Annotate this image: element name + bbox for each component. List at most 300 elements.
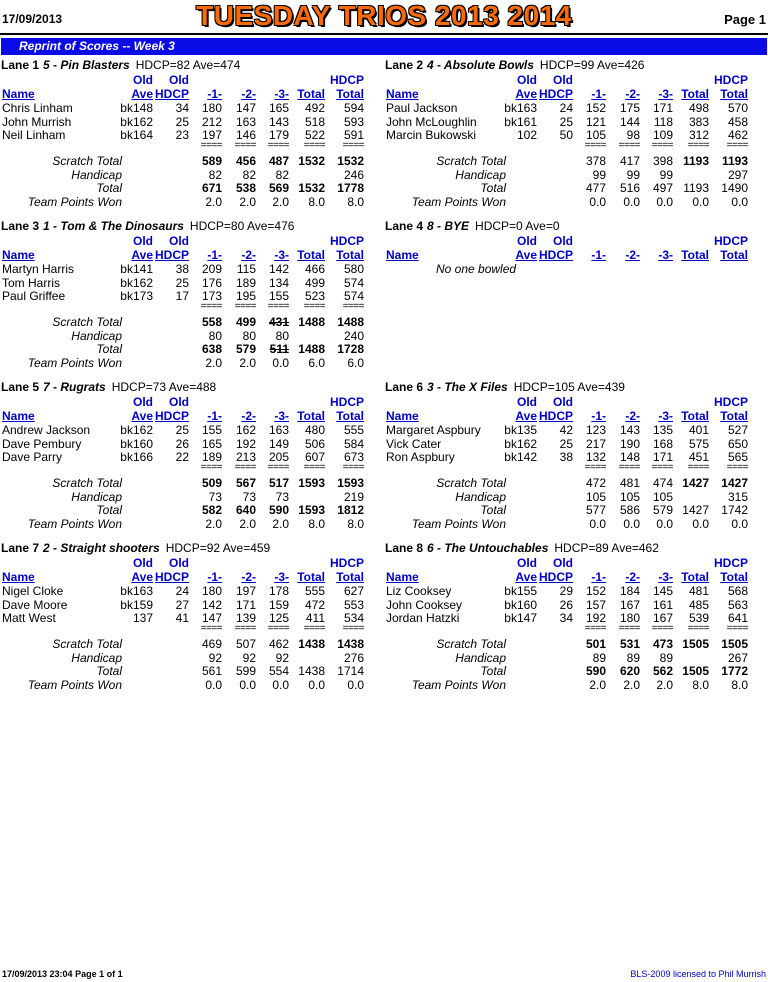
scratch-total-value: 1532	[298, 154, 325, 168]
player-handicap: 23	[175, 128, 189, 142]
handicap-label: Handicap	[455, 167, 506, 182]
col-hdcp-total: Total	[720, 248, 748, 262]
player-total: 539	[688, 611, 709, 625]
scratch-total-value: 1438	[298, 637, 325, 651]
scratch-total-value: 531	[619, 637, 640, 651]
col-hdcp: HDCP	[154, 570, 189, 584]
team-total-value: 599	[235, 664, 256, 678]
separator: ====	[651, 623, 673, 634]
player-average: bk142	[504, 450, 537, 464]
col-total: Total	[297, 409, 325, 423]
player-game-3: 168	[652, 436, 673, 451]
separator: ====	[234, 301, 256, 312]
team-points-won-value: 2.0	[272, 517, 289, 531]
lane-number: Lane 1	[1, 58, 40, 72]
team-points-won-value: 0.0	[589, 517, 606, 531]
player-game-3: 149	[268, 436, 289, 451]
player-handicap: 25	[175, 114, 189, 129]
player-game-1: 155	[201, 423, 222, 437]
separator: ====	[618, 462, 640, 473]
player-game-1: 212	[201, 114, 222, 129]
team-points-won-value: 0.0	[623, 517, 640, 531]
player-game-2: 143	[619, 423, 640, 437]
player-total: 555	[304, 584, 325, 598]
separator: ====	[200, 623, 222, 634]
player-game-1: 192	[585, 611, 606, 625]
player-average: bk163	[504, 101, 537, 115]
player-game-1: 180	[201, 584, 222, 598]
player-handicap: 34	[175, 101, 189, 115]
team-handicap-info: HDCP=82 Ave=474	[135, 58, 241, 72]
col-old-hdcp: Old	[169, 234, 189, 248]
col-old-hdcp: Old	[169, 556, 189, 570]
player-handicap: 42	[559, 423, 573, 437]
separator: ====	[234, 623, 256, 634]
team-points-won-value: 0.0	[272, 678, 289, 692]
player-game-2: 175	[619, 101, 640, 115]
player-game-1: 165	[201, 436, 222, 451]
separator: ====	[584, 140, 606, 151]
player-average: bk161	[504, 114, 537, 129]
col-old-ave: Old	[133, 234, 153, 248]
separator: ====	[267, 301, 289, 312]
player-game-2: 115	[236, 262, 256, 276]
player-handicap: 26	[559, 597, 573, 612]
col-total: Total	[297, 570, 325, 584]
player-average: bk166	[120, 450, 153, 464]
col-total: Total	[681, 87, 709, 101]
player-total: 480	[304, 423, 325, 437]
col-total: Total	[681, 409, 709, 423]
col-ave: Ave	[515, 409, 537, 423]
player-game-3: 143	[268, 114, 289, 129]
player-average: 102	[516, 128, 537, 142]
handicap-value: 267	[727, 650, 748, 665]
player-game-3: 134	[268, 275, 289, 290]
player-game-2: 171	[235, 597, 256, 612]
scratch-total-value: 1505	[721, 637, 748, 651]
team-total-label: Total	[480, 503, 506, 517]
player-game-2: 189	[235, 275, 256, 290]
player-game-3: 145	[652, 584, 673, 598]
player-name: Chris Linham	[2, 101, 73, 115]
player-hdcp-total: 673	[343, 450, 364, 464]
separator: ====	[726, 623, 748, 634]
team-handicap-info: HDCP=99 Ave=426	[539, 58, 645, 72]
separator: ====	[200, 140, 222, 151]
scratch-total-value: 589	[201, 154, 222, 168]
player-game-3: 118	[653, 114, 673, 129]
player-game-2: 195	[235, 289, 256, 303]
col-hdcp-total-top: HDCP	[329, 556, 364, 570]
team-total-value: 590	[585, 664, 606, 678]
player-hdcp-total: 580	[343, 262, 364, 276]
player-game-2: 184	[619, 584, 640, 598]
player-handicap: 38	[175, 262, 189, 276]
col-hdcp-total: Total	[720, 87, 748, 101]
team-points-won-label: Team Points Won	[27, 517, 122, 531]
handicap-value: 276	[343, 650, 364, 665]
separator: ====	[267, 140, 289, 151]
team-total-value: 582	[201, 503, 222, 517]
report-date: 17/09/2013	[2, 12, 63, 26]
col-hdcp: HDCP	[154, 87, 189, 101]
scratch-total-value: 481	[619, 476, 640, 490]
player-name: Neil Linham	[2, 128, 66, 142]
player-game-2: 197	[235, 584, 256, 598]
team-total-value: 1778	[337, 181, 364, 195]
lane-title	[1, 219, 294, 233]
team-total-value: 1438	[298, 664, 325, 678]
player-handicap: 25	[175, 275, 189, 290]
team-points-won-value: 0.0	[731, 195, 748, 209]
col-game-3: -3-	[658, 87, 673, 101]
col-game-1: -1-	[591, 570, 606, 584]
col-game-1: -1-	[591, 87, 606, 101]
team-name: 4 - Absolute Bowls	[427, 58, 534, 72]
team-points-won-value: 2.0	[239, 517, 256, 531]
team-points-won-value: 8.0	[692, 678, 709, 692]
lane-title	[385, 380, 625, 394]
team-total-value: 579	[235, 342, 256, 356]
player-name: Jordan Hatzki	[386, 611, 460, 625]
col-old-ave: Old	[517, 73, 537, 87]
separator: ====	[267, 623, 289, 634]
player-total: 466	[304, 262, 325, 276]
player-hdcp-total: 565	[727, 450, 748, 464]
scratch-total-value: 398	[652, 154, 673, 168]
team-points-won-value: 0.0	[731, 517, 748, 531]
handicap-value: 297	[727, 167, 748, 182]
player-game-1: 123	[585, 423, 606, 437]
header-divider	[0, 33, 768, 35]
footer-timestamp: 17/09/2013 23:04 Page 1 of 1	[2, 969, 123, 979]
scratch-total-value: 474	[652, 476, 673, 490]
col-ave: Ave	[131, 248, 153, 262]
player-game-1: 147	[201, 611, 222, 625]
player-handicap: 27	[175, 597, 189, 612]
report-title: TUESDAY TRIOS 2013 2014	[196, 0, 572, 31]
player-average: bk160	[120, 436, 153, 451]
separator: ====	[200, 301, 222, 312]
handicap-value: 82	[242, 167, 256, 182]
col-game-2: -2-	[241, 570, 256, 584]
scratch-total-value: 378	[585, 154, 606, 168]
col-hdcp: HDCP	[538, 409, 573, 423]
player-game-2: 98	[626, 128, 640, 142]
col-game-1: -1-	[207, 87, 222, 101]
team-total-label: Total	[480, 664, 506, 678]
player-name: Martyn Harris	[2, 262, 75, 276]
player-handicap: 29	[559, 584, 573, 598]
team-total-value: 671	[201, 181, 222, 195]
player-average: bk163	[120, 584, 153, 598]
team-total-value: 586	[619, 503, 640, 517]
player-name: Tom Harris	[2, 275, 61, 290]
player-game-1: 209	[201, 262, 222, 276]
lane-block	[0, 380, 383, 540]
team-total-value: 516	[619, 181, 640, 195]
handicap-value: 240	[343, 328, 364, 343]
scratch-total-label: Scratch Total	[52, 315, 122, 329]
player-handicap: 26	[175, 436, 189, 451]
col-total: Total	[681, 248, 709, 262]
separator: ====	[651, 462, 673, 473]
lane-block	[0, 58, 383, 218]
scratch-total-value: 472	[585, 476, 606, 490]
team-total-label: Total	[96, 664, 122, 678]
player-handicap: 25	[559, 114, 573, 129]
scratch-total-label: Scratch Total	[52, 637, 122, 651]
player-game-3: 142	[268, 262, 289, 276]
player-hdcp-total: 570	[727, 101, 748, 115]
player-game-1: 189	[201, 450, 222, 464]
separator: ====	[303, 140, 325, 151]
scratch-total-value: 1488	[298, 315, 325, 329]
player-total: 518	[304, 114, 325, 129]
scratch-total-value: 1593	[298, 476, 325, 490]
team-handicap-info: HDCP=105 Ave=439	[513, 380, 625, 394]
separator: ====	[234, 140, 256, 151]
player-game-1: 121	[585, 114, 606, 129]
player-game-2: 139	[235, 611, 256, 625]
team-total-value: 1505	[682, 664, 709, 678]
team-points-won-value: 2.0	[589, 678, 606, 692]
player-handicap: 41	[175, 611, 189, 625]
col-game-1: -1-	[591, 409, 606, 423]
player-game-3: 179	[268, 128, 289, 142]
col-hdcp-total: Total	[720, 570, 748, 584]
lane-block	[384, 219, 767, 379]
team-total-value: 1772	[721, 664, 748, 678]
team-points-won-value: 0.0	[347, 678, 364, 692]
col-old-hdcp: Old	[169, 73, 189, 87]
col-ave: Ave	[515, 248, 537, 262]
team-total-value: 1193	[683, 181, 709, 195]
player-total: 451	[688, 450, 709, 464]
player-total: 575	[688, 436, 709, 451]
team-name: 5 - Pin Blasters	[43, 58, 130, 72]
col-hdcp: HDCP	[538, 248, 573, 262]
team-points-won-value: 2.0	[656, 678, 673, 692]
player-name: Nigel Cloke	[2, 584, 64, 598]
player-game-2: 190	[619, 436, 640, 451]
col-hdcp-total-top: HDCP	[329, 234, 364, 248]
player-name: Margaret Aspbury	[386, 423, 481, 437]
handicap-value: 73	[275, 489, 289, 504]
player-game-3: 159	[268, 597, 289, 612]
col-hdcp-total: Total	[336, 87, 364, 101]
player-game-1: 180	[201, 101, 222, 115]
separator: ====	[303, 301, 325, 312]
team-name: 2 - Straight shooters	[43, 541, 160, 555]
team-points-won-value: 0.0	[692, 517, 709, 531]
lane-block	[384, 380, 767, 540]
team-total-value: 1490	[721, 181, 748, 195]
col-game-2: -2-	[241, 409, 256, 423]
player-total: 607	[304, 450, 325, 464]
player-name: Paul Jackson	[386, 101, 458, 115]
handicap-value: 80	[208, 328, 222, 343]
team-handicap-info: HDCP=92 Ave=459	[165, 541, 271, 555]
player-game-1: 217	[585, 436, 606, 451]
player-game-2: 162	[235, 423, 256, 437]
team-points-won-value: 0.0	[239, 678, 256, 692]
team-points-won-value: 0.0	[692, 195, 709, 209]
team-name: 3 - The X Files	[427, 380, 508, 394]
col-game-3: -3-	[658, 248, 673, 262]
player-name: Vick Cater	[386, 436, 442, 451]
lane-number: Lane 3	[1, 219, 40, 233]
lane-number: Lane 4	[385, 219, 424, 233]
lane-title	[385, 541, 659, 555]
col-hdcp: HDCP	[538, 570, 573, 584]
player-average: bk159	[120, 597, 153, 612]
col-old-hdcp: Old	[553, 73, 573, 87]
scratch-total-label: Scratch Total	[52, 476, 122, 490]
separator: ====	[342, 301, 364, 312]
team-points-won-value: 0.0	[589, 195, 606, 209]
lane-number: Lane 5	[1, 380, 40, 394]
team-total-value: 554	[268, 664, 289, 678]
col-old-ave: Old	[517, 556, 537, 570]
col-game-2: -2-	[241, 87, 256, 101]
col-game-3: -3-	[274, 570, 289, 584]
player-game-1: 142	[201, 597, 222, 612]
team-total-value: 477	[585, 181, 606, 195]
player-average: bk141	[120, 262, 153, 276]
scratch-total-value: 1532	[337, 154, 364, 168]
scratch-total-label: Scratch Total	[436, 476, 506, 490]
lane-block	[0, 219, 383, 379]
col-hdcp-total-top: HDCP	[713, 556, 748, 570]
player-hdcp-total: 594	[343, 101, 364, 115]
col-game-2: -2-	[625, 87, 640, 101]
col-hdcp-total: Total	[336, 248, 364, 262]
player-hdcp-total: 584	[343, 436, 364, 451]
col-name: Name	[2, 570, 35, 584]
col-name: Name	[2, 409, 35, 423]
team-points-won-label: Team Points Won	[27, 195, 122, 209]
scratch-total-value: 456	[235, 154, 256, 168]
col-name: Name	[2, 87, 35, 101]
player-game-1: 152	[585, 584, 606, 598]
team-total-value: 569	[268, 181, 289, 195]
player-total: 506	[304, 436, 325, 451]
scratch-total-value: 558	[201, 315, 222, 329]
player-hdcp-total: 563	[727, 597, 748, 612]
player-handicap: 24	[559, 101, 573, 115]
player-hdcp-total: 650	[727, 436, 748, 451]
player-average: bk162	[120, 114, 153, 129]
lane-title	[385, 219, 560, 233]
player-game-1: 132	[585, 450, 606, 464]
separator: ====	[651, 140, 673, 151]
scratch-total-value: 1593	[337, 476, 364, 490]
team-points-won-value: 2.0	[205, 195, 222, 209]
handicap-label: Handicap	[71, 167, 122, 182]
separator: ====	[342, 623, 364, 634]
player-average: bk162	[120, 423, 153, 437]
player-total: 523	[304, 289, 325, 303]
player-game-2: 167	[619, 597, 640, 612]
scratch-total-value: 417	[619, 154, 640, 168]
player-average: 137	[132, 611, 153, 625]
handicap-value: 89	[626, 650, 640, 665]
separator: ====	[687, 140, 709, 151]
handicap-value: 92	[242, 650, 256, 665]
scratch-total-value: 473	[652, 637, 673, 651]
separator: ====	[200, 462, 222, 473]
scratch-total-value: 509	[201, 476, 222, 490]
player-hdcp-total: 553	[343, 597, 364, 612]
col-old-hdcp: Old	[553, 234, 573, 248]
col-game-3: -3-	[274, 87, 289, 101]
team-points-won-value: 8.0	[347, 195, 364, 209]
scratch-total-value: 487	[268, 154, 289, 168]
team-points-won-label: Team Points Won	[27, 678, 122, 692]
handicap-label: Handicap	[71, 328, 122, 343]
handicap-value: 73	[242, 489, 256, 504]
player-game-3: 205	[268, 450, 289, 464]
team-total-value: 538	[235, 181, 256, 195]
player-game-2: 213	[235, 450, 256, 464]
player-average: bk173	[120, 289, 153, 303]
team-total-value: 1488	[298, 342, 325, 356]
lane-title	[1, 380, 216, 394]
player-hdcp-total: 568	[727, 584, 748, 598]
player-hdcp-total: 555	[343, 423, 364, 437]
separator: ====	[584, 623, 606, 634]
player-name: Dave Parry	[2, 450, 63, 464]
team-total-value: 577	[585, 503, 606, 517]
col-old-hdcp: Old	[553, 395, 573, 409]
col-ave: Ave	[131, 87, 153, 101]
player-hdcp-total: 462	[727, 128, 748, 142]
team-points-won-value: 0.0	[308, 678, 325, 692]
col-hdcp-total: Total	[336, 570, 364, 584]
lane-number: Lane 8	[385, 541, 424, 555]
player-total: 485	[688, 597, 709, 612]
col-hdcp-total-top: HDCP	[329, 395, 364, 409]
team-total-label: Total	[480, 181, 506, 195]
player-game-2: 147	[235, 101, 256, 115]
col-game-2: -2-	[625, 248, 640, 262]
team-total-value: 511	[269, 342, 289, 356]
col-old-ave: Old	[133, 73, 153, 87]
player-handicap: 22	[175, 450, 189, 464]
handicap-value: 105	[619, 489, 640, 504]
col-hdcp: HDCP	[154, 248, 189, 262]
scratch-total-value: 507	[235, 637, 256, 651]
footer-license: BLS-2009 licensed to Phil Murrish	[630, 969, 766, 979]
scratch-total-value: 431	[268, 315, 289, 329]
separator: ====	[687, 623, 709, 634]
col-old-ave: Old	[517, 234, 537, 248]
col-ave: Ave	[515, 87, 537, 101]
player-hdcp-total: 591	[343, 128, 364, 142]
team-points-won-value: 6.0	[347, 356, 364, 370]
team-points-won-value: 2.0	[272, 195, 289, 209]
scratch-total-label: Scratch Total	[52, 154, 122, 168]
handicap-label: Handicap	[455, 489, 506, 504]
col-total: Total	[681, 570, 709, 584]
handicap-value: 89	[592, 650, 606, 665]
player-total: 472	[304, 597, 325, 612]
separator: ====	[234, 462, 256, 473]
scratch-total-value: 499	[235, 315, 256, 329]
handicap-value: 89	[659, 650, 673, 665]
